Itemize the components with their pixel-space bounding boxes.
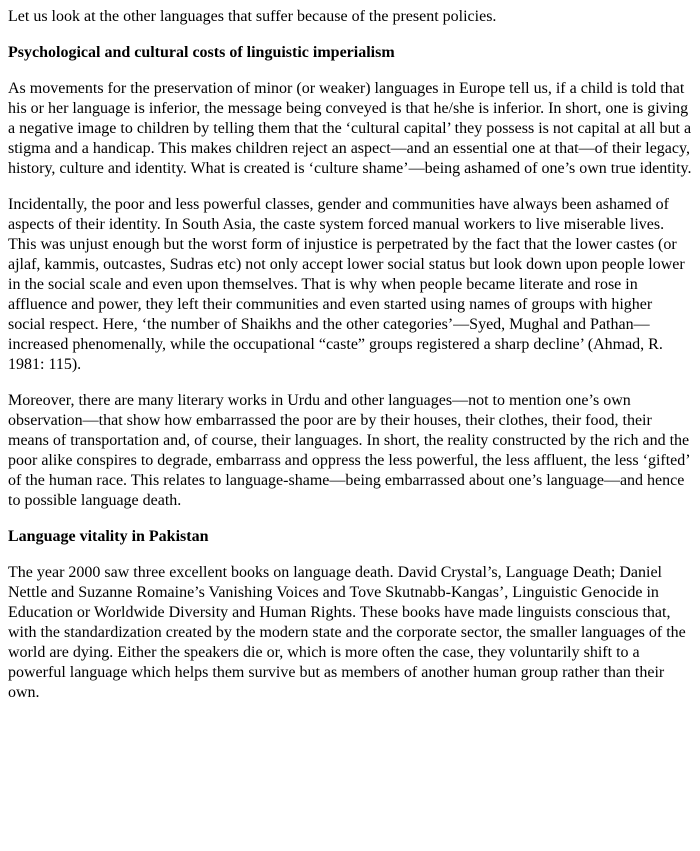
paragraph-language-shame: Moreover, there are many literary works in Urdu and other languages—not to mention one’s own observation—that show how embarrassed the poor are by their houses, their clothes, their food, their means of transportation and, of course, their languages. In short, the reality constructed by the rich and the poor alike conspires to degrade, embarrass and oppress the less powerful, the less affluent, the less ‘gifted’ of the human race. This relates to language-shame—being embarrassed about one’s language—and hence to possible language death. [8,392,690,509]
section-heading-language-vitality: Language vitality in Pakistan [8,528,209,545]
section-heading-linguistic-imperialism: Psychological and cultural costs of linguistic imperialism [8,44,395,61]
paragraph-culture-shame: As movements for the preservation of minor (or weaker) languages in Europe tell us, if a child is told that his or her language is inferior, the message being conveyed is that he/she is inferior. In short, one is giving a negative image to children by telling them that the ‘cultural capital’ they possess is not capital at all but a stigma and a handicap. This makes children reject an aspect—and an essential one at that—of their legacy, history, culture and identity. What is created is ‘culture shame’—being ashamed of one’s own true identity. [8,80,692,177]
document-body [8,7,692,719]
paragraph-caste-identity: Incidentally, the poor and less powerful classes, gender and communities have always been ashamed of aspects of their identity. In South Asia, the caste system forced manual workers to live miserable lives. This was unjust enough but the worst form of injustice is perpetrated by the fact that the lower castes (or ajlaf, kammis, outcastes, Sudras etc) not only accept lower social status but look down upon people lower in the social scale and even upon themselves. That is why when people became literate and rose in affluence and power, they left their communities and even started using names of groups with higher social respect. Here, ‘the number of Shaikhs and the other categories’—Syed, Mughal and Pathan—increased phenomenally, while the occupational “caste” groups registered a sharp decline’ (Ahmad, R. 1981: 115). [8,196,685,373]
intro-paragraph: Let us look at the other languages that suffer because of the present policies. [8,8,497,25]
paragraph-language-death: The year 2000 saw three excellent books on language death. David Crystal’s, Language Death; Daniel Nettle and Suzanne Romaine’s Vanishing Voices and Tove Skutnabb-Kangas’, Linguistic Genocide in Education or Worldwide Diversity and Human Rights. These books have made linguists conscious that, with the standardization created by the modern state and the corporate sector, the smaller languages of the world are dying. Either the speakers die or, which is more often the case, they voluntarily shift to a powerful language which helps them survive but as members of another human group rather than their own. [8,564,686,701]
